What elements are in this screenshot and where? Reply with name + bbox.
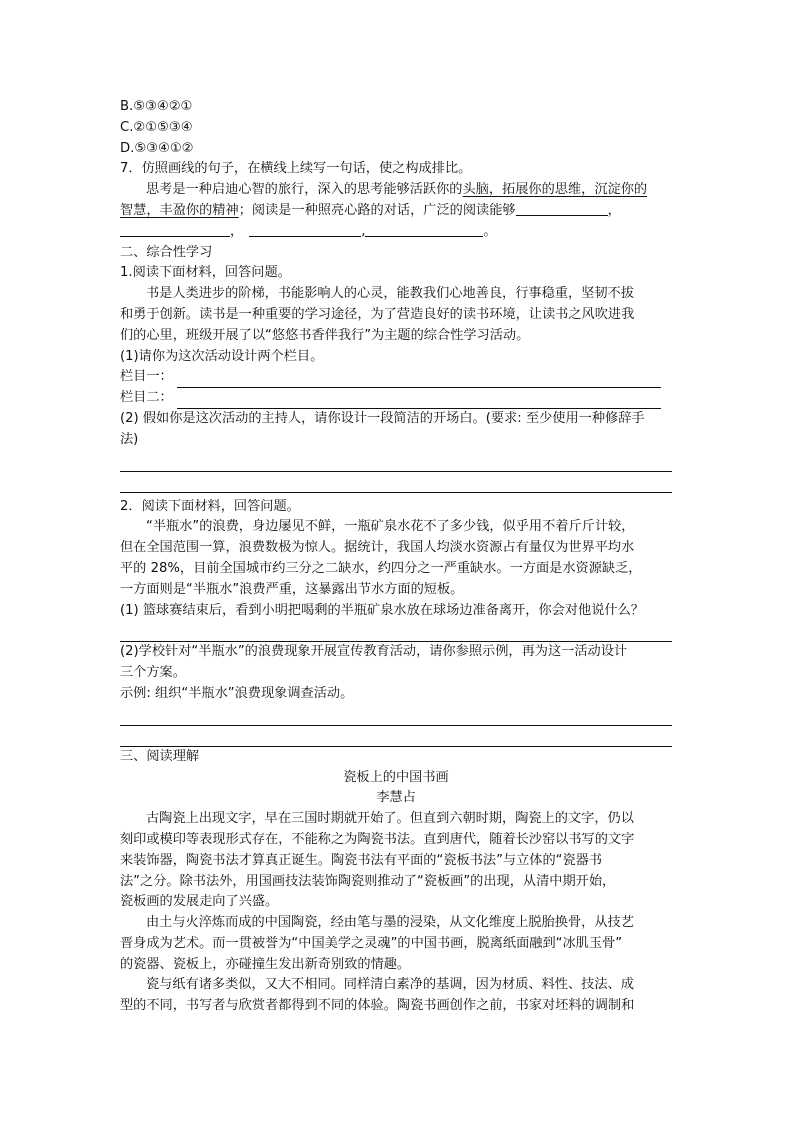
s2-q2-para-line: 但在全国范围一算，浪费数极为惊人。据统计，我国人均淡水资源占有量仅为世界平均水 <box>120 540 635 556</box>
q7-blank-4[interactable] <box>365 223 483 237</box>
article-line: 来装饰器，陶瓷书法才算真正诞生。陶瓷书法有平面的“瓷板书法”与立体的“瓷器书 <box>120 852 603 868</box>
q7-prompt: 7．仿照画线的句子，在横线上续写一句话，使之构成排比。 <box>120 161 472 177</box>
answer-line[interactable] <box>120 726 672 747</box>
s2-q2-prompt: 2．阅读下面材料，回答问题。 <box>120 498 300 514</box>
s2-q2-para-line: “半瓶水”的浪费，身边屡见不鲜，一瓶矿泉水花不了多少钱，似乎用不着斤斤计较， <box>146 519 635 535</box>
s2-q2-sub2-cont: 三个方案。 <box>120 665 186 681</box>
s2-q2-sub1: (1) 篮球赛结束后，看到小明把喝剩的半瓶矿泉水放在球场边准备离开，你会对他说什么？ <box>120 602 644 618</box>
s2-q2-sub2: (2)学校针对“半瓶水”的浪费现象开展宣传教育活动，请你参照示例，再为这一活动设计 <box>120 644 628 660</box>
section-3-title: 三、阅读理解 <box>120 748 200 764</box>
q7-line2-plain: ；阅读是一种照亮心路的对话，广泛的阅读能够 <box>238 202 516 218</box>
q7-blank-3[interactable] <box>249 223 361 237</box>
s2-q1-sub1: (1)请你为这次活动设计两个栏目。 <box>120 348 324 364</box>
q7-line1-underlined: 头脑，拓展你的思维，沉淀你的 <box>462 182 648 198</box>
article-line: 瓷与纸有诸多类似，又大不相同。同样清白素净的基调，因为材质、料性、技法、成 <box>146 977 634 993</box>
article-line: 古陶瓷上出现文字，早在三国时期就开始了。但直到六朝时期，陶瓷上的文字，仍以 <box>146 811 634 827</box>
q7-line1 <box>120 180 672 201</box>
s2-q1-prompt: 1.阅读下面材料，回答问题。 <box>120 265 291 281</box>
column-2-row <box>120 388 672 409</box>
article-line: 法”之分。除书法外，用国画技法装饰陶瓷则推动了“瓷板画”的出现，从清中期开始， <box>120 873 616 889</box>
column-1-label: 栏目一： <box>120 369 173 385</box>
s2-q2-example: 示例: 组织“半瓶水”浪费现象调查活动。 <box>120 685 354 701</box>
article-line: 型的不同，书写者与欣赏者都得到不同的体验。陶瓷书画创作之前，书家对坯料的调制和 <box>120 998 635 1014</box>
article-line: 刻印或模印等表现形式存在，不能称之为陶瓷书法。直到唐代，随着长沙窑以书写的文字 <box>120 831 635 847</box>
document-page <box>120 97 672 1017</box>
article-line: 晋身成为艺术。而一贯被誉为“中国美学之灵魂”的中国书画，脱离纸面融到“冰肌玉骨” <box>120 935 623 951</box>
q7-line1-plain: 思考是一种启迪心智的旅行，深入的思考能够活跃你的 <box>146 182 463 198</box>
article-author: 李慧占 <box>376 790 416 806</box>
q7-comma-3: , <box>361 223 366 239</box>
column-2-label: 栏目二： <box>120 390 173 406</box>
answer-line[interactable] <box>120 472 672 493</box>
article-line: 瓷板画的发展走向了兴盛。 <box>120 894 279 910</box>
answer-line[interactable] <box>120 621 672 642</box>
s2-q1-sub2: (2) 假如你是这次活动的主持人，请你设计一段简洁的开场白。(要求: 至少使用一种修辞手 <box>120 410 645 426</box>
q7-comma-2: ， <box>230 223 244 239</box>
option-d: D.⑤③④①② <box>120 140 194 156</box>
article-line: 由土与火淬炼而成的中国陶瓷，经由笔与墨的浸染，从文化维度上脱胎换骨，从技艺 <box>146 915 634 931</box>
q7-line3 <box>120 222 672 243</box>
column-1-row <box>120 367 672 388</box>
article-title: 瓷板上的中国书画 <box>343 769 449 785</box>
s2-q1-para-line: 们的心里，班级开展了以“悠悠书香伴我行”为主题的综合性学习活动。 <box>120 327 530 343</box>
option-b: B.⑤③④②① <box>120 99 193 114</box>
option-c: C.②①⑤③④ <box>120 119 193 135</box>
q7-line2 <box>120 201 672 222</box>
q7-period: 。 <box>483 223 497 239</box>
s2-q2-para-line: 平的 28%，目前全国城市约三分之二缺水，约四分之一严重缺水。一方面是水资源缺乏， <box>120 560 642 576</box>
s2-q1-sub2-cont: 法) <box>120 431 139 447</box>
q7-blank-1[interactable] <box>516 202 608 216</box>
answer-line[interactable] <box>120 705 672 726</box>
section-2-title: 二、综合性学习 <box>120 244 213 260</box>
article-line: 的瓷器、瓷板上，亦碰撞生发出新奇别致的情趣。 <box>120 956 411 972</box>
q7-comma-1: ， <box>607 202 621 218</box>
q7-blank-2[interactable] <box>120 223 230 237</box>
q7-line2-underlined: 智慧，丰盈你的精神 <box>120 202 239 218</box>
column-2-answer-line[interactable] <box>177 394 661 409</box>
column-1-answer-line[interactable] <box>177 373 661 388</box>
s2-q1-para-line: 和勇于创新。读书是一种重要的学习途径，为了营造良好的读书环境，让读书之风吹进我 <box>120 306 635 322</box>
s2-q1-para-line: 书是人类进步的阶梯，书能影响人的心灵，能教我们心地善良，行事稳重，坚韧不拔 <box>146 286 634 302</box>
answer-line[interactable] <box>120 451 672 472</box>
s2-q2-para-line: 一方面则是“半瓶水”浪费严重，这暴露出节水方面的短板。 <box>120 581 464 597</box>
